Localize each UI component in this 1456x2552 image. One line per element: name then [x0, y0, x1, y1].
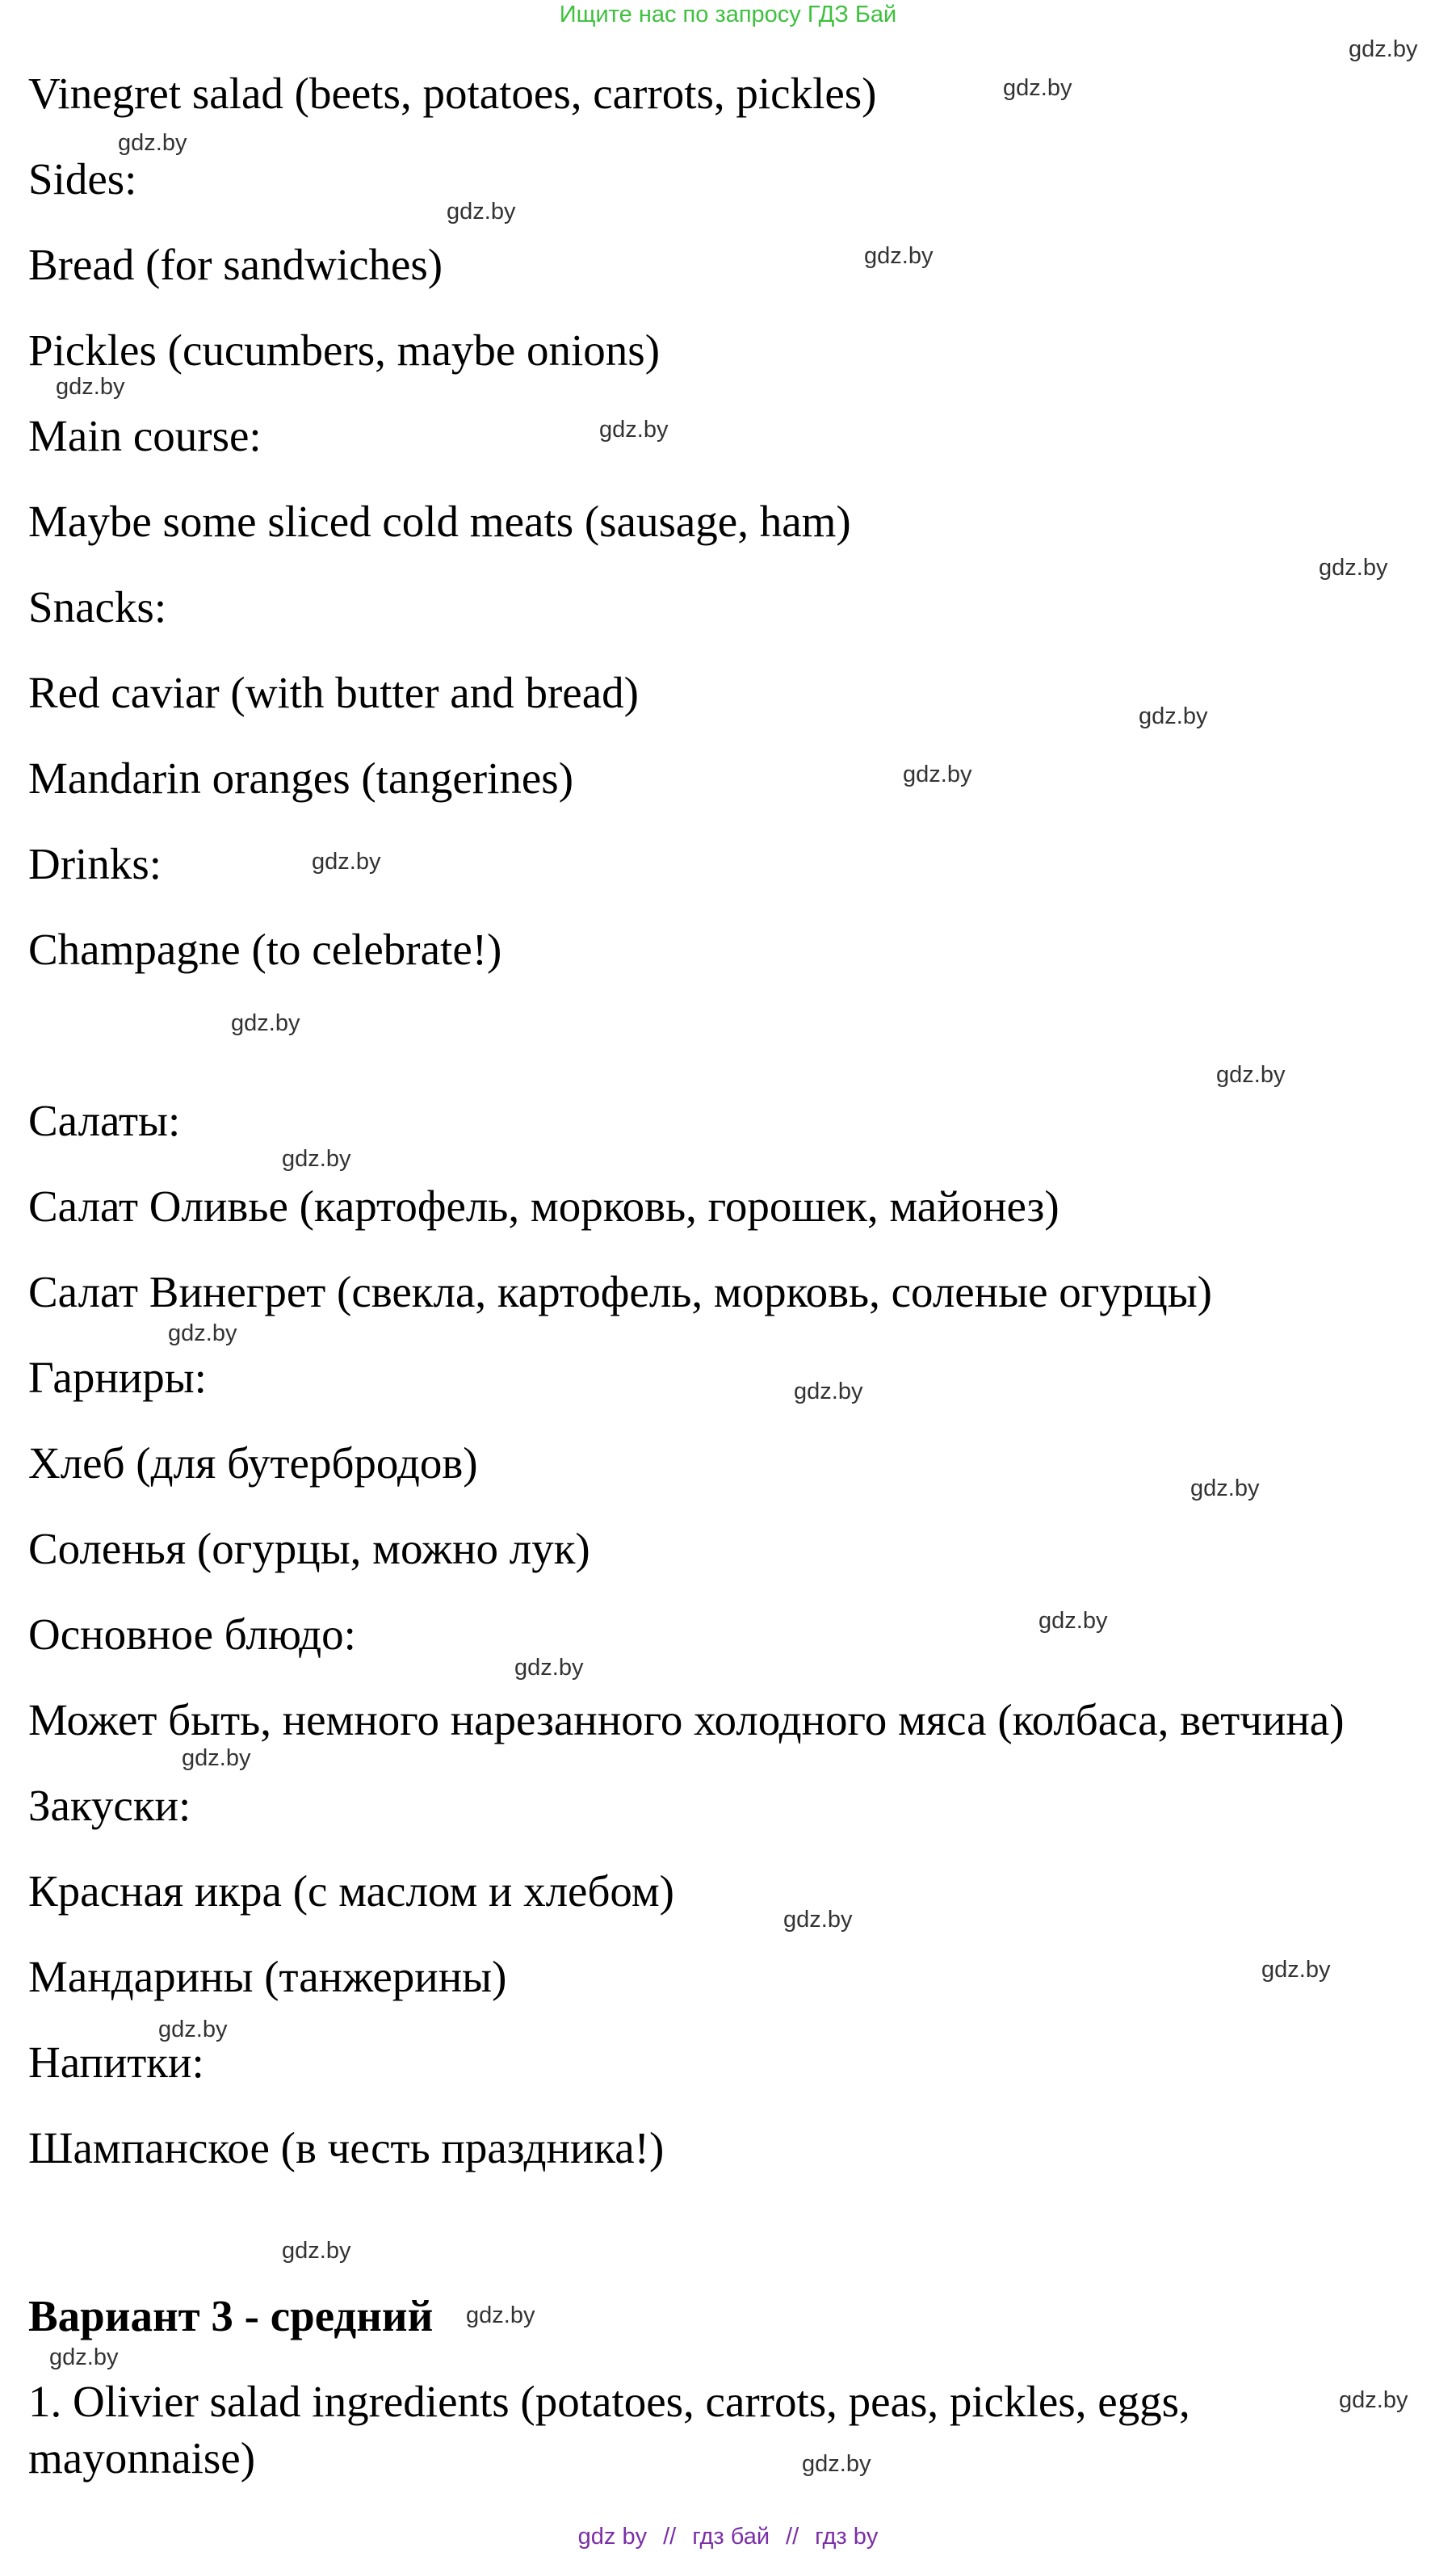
menu-line: Red caviar (with butter and bread)	[28, 668, 639, 717]
menu-line: Салат Оливье (картофель, морковь, горошек, майонез)	[28, 1182, 1059, 1231]
footer-link[interactable]: gdz by	[577, 2524, 648, 2550]
menu-line: Напитки:	[28, 2038, 204, 2087]
watermark: gdz.by	[903, 762, 972, 787]
watermark: gdz.by	[1003, 75, 1072, 101]
menu-line: Соленья (огурцы, можно лук)	[28, 1524, 590, 1573]
menu-line: Vinegret salad (beets, potatoes, carrots, pickles)	[28, 69, 877, 118]
menu-line: Красная икра (с маслом и хлебом)	[28, 1866, 674, 1916]
watermark: gdz.by	[864, 243, 934, 269]
watermark: gdz.by	[1339, 2387, 1408, 2413]
menu-line: Champagne (to celebrate!)	[28, 925, 502, 974]
menu-line: Закуски:	[28, 1781, 191, 1830]
menu-line: Mandarin oranges (tangerines)	[28, 753, 574, 803]
watermark: gdz.by	[514, 1655, 584, 1681]
watermark: gdz.by	[49, 2344, 119, 2370]
watermark: gdz.by	[599, 417, 669, 443]
section-heading: Вариант 3 - средний	[28, 2291, 434, 2340]
menu-line: Snacks:	[28, 582, 167, 632]
watermark: gdz.by	[802, 2451, 871, 2477]
answer-line: 1. Olivier salad ingredients (potatoes, carrots, peas, pickles, eggs,	[28, 2377, 1190, 2426]
menu-line: Maybe some sliced cold meats (sausage, ham)	[28, 497, 851, 546]
watermark: gdz.by	[1039, 1608, 1108, 1634]
watermark: gdz.by	[1139, 703, 1208, 729]
watermark: gdz.by	[1216, 1062, 1286, 1088]
watermark: gdz.by	[1319, 555, 1388, 581]
watermark: gdz.by	[282, 1146, 351, 1172]
menu-line: Main course:	[28, 411, 262, 460]
watermark: gdz.by	[312, 849, 381, 875]
watermark: gdz.by	[56, 374, 125, 400]
watermark: gdz.by	[783, 1907, 853, 1933]
watermark: gdz.by	[447, 199, 516, 225]
watermark: gdz.by	[118, 130, 187, 156]
menu-line: Bread (for sandwiches)	[28, 240, 443, 289]
menu-line: Drinks:	[28, 839, 162, 888]
watermark: gdz.by	[182, 1745, 251, 1771]
watermark: gdz.by	[1349, 36, 1418, 62]
footer-separator: //	[786, 2524, 799, 2550]
menu-line: Основное блюдо:	[28, 1610, 356, 1659]
menu-line: Шампанское (в честь праздника!)	[28, 2123, 665, 2172]
menu-line: Мандарины (танжерины)	[28, 1952, 507, 2001]
watermark: gdz.by	[1190, 1475, 1260, 1501]
menu-line: Может быть, немного нарезанного холодного мяса (колбаса, ветчина)	[28, 1695, 1345, 1744]
watermark: gdz.by	[794, 1379, 863, 1404]
menu-line: Салаты:	[28, 1096, 181, 1145]
answer-line: mayonnaise)	[28, 2433, 256, 2483]
footer-links	[0, 2523, 1456, 2550]
menu-line: Салат Винегрет (свекла, картофель, морковь, соленые огурцы)	[28, 1267, 1212, 1316]
footer-link[interactable]: гдз by	[815, 2524, 879, 2550]
search-hint-link[interactable]: Ищите нас по запросу ГДЗ Бай	[559, 2, 897, 27]
menu-line: Хлеб (для бутербродов)	[28, 1438, 478, 1488]
menu-line: Sides:	[28, 154, 137, 204]
watermark: gdz.by	[1261, 1957, 1331, 1983]
menu-line: Pickles (cucumbers, maybe onions)	[28, 325, 661, 375]
footer-separator: //	[663, 2524, 677, 2550]
watermark: gdz.by	[466, 2302, 535, 2328]
watermark: gdz.by	[168, 1320, 237, 1346]
watermark: gdz.by	[282, 2238, 351, 2264]
watermark: gdz.by	[158, 2017, 228, 2042]
footer-link[interactable]: гдз бай	[692, 2524, 770, 2550]
watermark: gdz.by	[231, 1010, 300, 1036]
menu-line: Гарниры:	[28, 1353, 207, 1402]
